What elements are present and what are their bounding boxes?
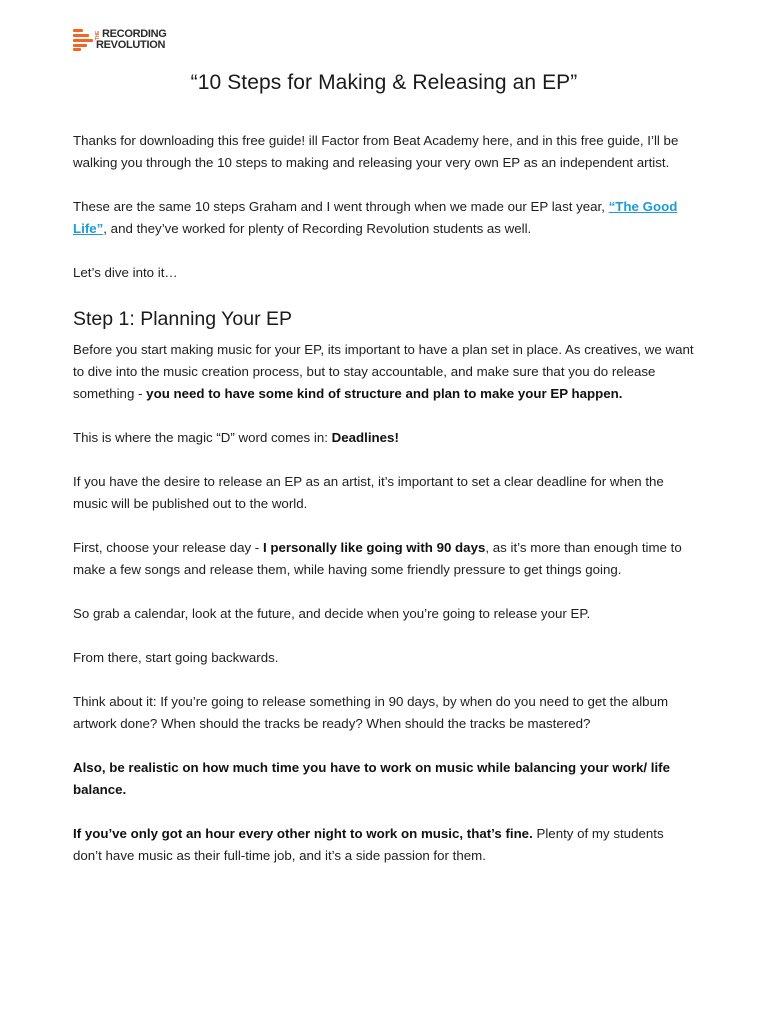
logo-line2: REVOLUTION xyxy=(96,39,166,51)
step1-heading: Step 1: Planning Your EP xyxy=(73,308,293,330)
document-body xyxy=(73,130,695,889)
logo-line1: RECORDING xyxy=(102,28,167,40)
step1-paragraph-9: If you’ve only got an hour every other night to work on music, that’s fine. Plenty of my students don’t have music as their full-time job, and it’s a side passion for them. xyxy=(73,826,664,863)
step1-paragraph-2: This is where the magic “D” word comes in: Deadlines! xyxy=(73,430,399,445)
step1-paragraph-6: From there, start going backwards. xyxy=(73,650,279,665)
intro-paragraph-3: Let’s dive into it… xyxy=(73,265,178,280)
step1-paragraph-7: Think about it: If you’re going to release something in 90 days, by when do you need to get the album artwork done? When should the tracks be ready? When should the tracks be mastered? xyxy=(73,694,669,731)
step1-paragraph-5: So grab a calendar, look at the future, and decide when you’re going to release your EP. xyxy=(73,606,591,621)
logo-the: THE xyxy=(95,30,101,40)
logo-wordmark xyxy=(96,29,167,51)
step1-paragraph-3: If you have the desire to release an EP as an artist, it’s important to set a clear deadline for when the music will be published out to the world. xyxy=(73,474,664,511)
document-title: “10 Steps for Making & Releasing an EP” xyxy=(190,71,578,94)
step1-paragraph-8: Also, be realistic on how much time you have to work on music while balancing your work/ life balance. xyxy=(73,760,671,797)
recording-revolution-logo xyxy=(73,29,167,51)
logo-bars-icon xyxy=(73,29,93,51)
intro-paragraph-2: These are the same 10 steps Graham and I went through when we made our EP last year, “The Good Life”, and they’ve worked for plenty of Recording Revolution students as well. xyxy=(73,199,678,236)
the-good-life-link[interactable]: “The Good Life” xyxy=(73,199,678,236)
step1-paragraph-4: First, choose your release day - I personally like going with 90 days, as it’s more than enough time to make a few songs and release them, while having some friendly pressure to get things going. xyxy=(73,540,682,577)
intro-paragraph-1: Thanks for downloading this free guide! ill Factor from Beat Academy here, and in this free guide, I’ll be walking you through the 10 steps to making and releasing your very own EP as an independent artist. xyxy=(73,133,679,170)
step1-paragraph-1: Before you start making music for your EP, its important to have a plan set in place. As creatives, we want to dive into the music creation process, but to stay accountable, and make sure that you do release something - you need to have some kind of structure and plan to make your EP happen. xyxy=(73,342,694,401)
